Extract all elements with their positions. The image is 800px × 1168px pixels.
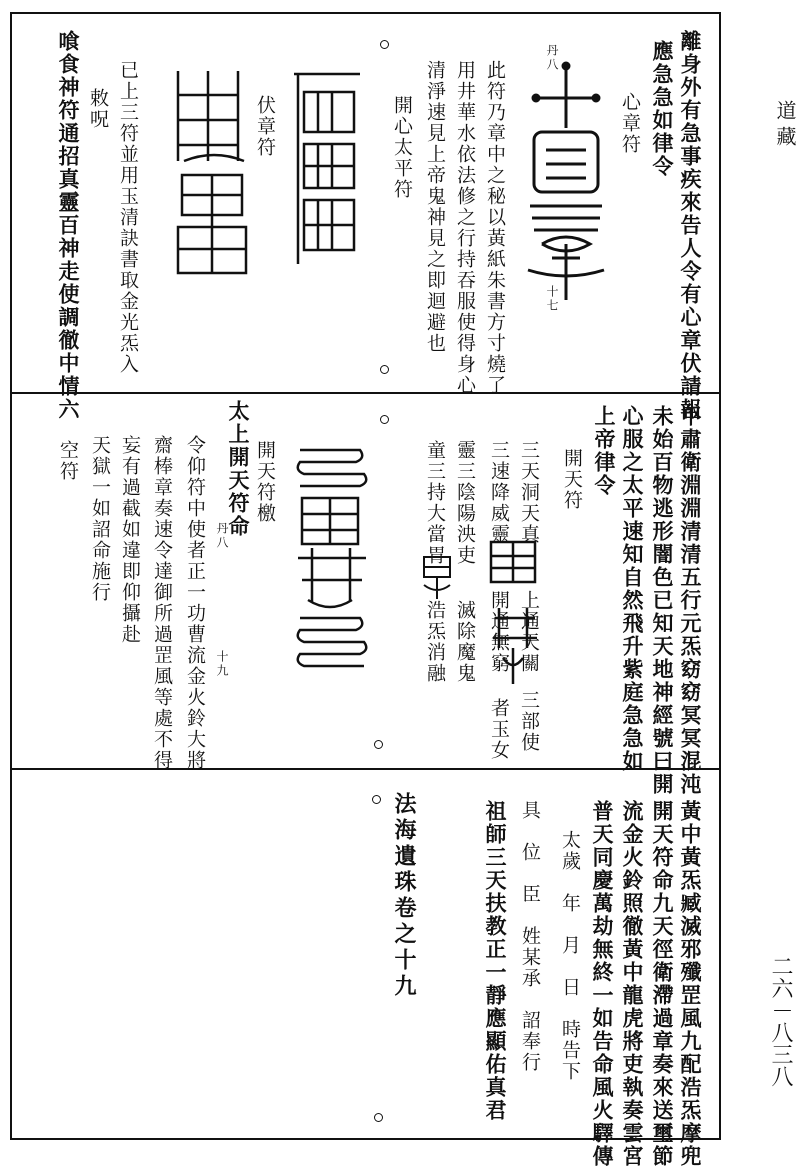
- text-column: 上通天關: [518, 590, 540, 674]
- panel-divider-top: [10, 392, 721, 394]
- text-column: 天獄一如詔命施行: [89, 435, 111, 603]
- text-column: 上帝律令: [592, 405, 617, 497]
- text-column: 未始百物逃形闇色已知天地神經號曰開: [650, 405, 675, 796]
- text-column: 令仰符中使者正一功曹流金火鈴大將: [184, 435, 206, 771]
- page-number: 二六－八三八: [768, 955, 793, 1087]
- text-column: 應急急如律令: [650, 40, 675, 178]
- circle-mark: [380, 415, 389, 424]
- kaitian-inline-glyph: [485, 538, 543, 692]
- text-column: 太上開天符命: [226, 400, 251, 538]
- circle-mark: [374, 1113, 383, 1122]
- text-column: 離身外有急事疾來告人令有心章伏請報: [678, 30, 703, 421]
- text-column: 清淨速見上帝鬼神見之即迴避也: [424, 60, 446, 354]
- text-column: 開天符命九天徑衛滯過章奏來送璽節: [650, 800, 675, 1168]
- text-column: 靈三陰陽泱吏: [454, 440, 476, 566]
- text-column: 心服之太平速知自然飛升紫庭急急如: [620, 405, 645, 773]
- kaitian-talisman-glyph: [292, 440, 372, 699]
- circle-mark: [374, 740, 383, 749]
- text-column: 浩炁消融: [424, 600, 446, 684]
- section-heading: 開心太平符: [391, 95, 413, 200]
- text-column: 此符乃章中之秘以黃紙朱書方寸燒了: [484, 60, 506, 396]
- text-column: 用井華水依法修之行持吞服使得身心: [454, 60, 476, 396]
- text-column: 黃中黃炁臧滅邪殲罡風九配浩炁摩兜: [678, 800, 703, 1168]
- text-column: 三速降威靈: [488, 440, 510, 545]
- circle-mark: [380, 40, 389, 49]
- text-column: 已上三符並用玉清訣書取金光炁入: [117, 60, 139, 375]
- text-column: 祖師三天扶教正一靜應顯佑真君: [483, 800, 508, 1122]
- text-column: 敕呪: [87, 88, 109, 130]
- text-column: 三部使: [518, 690, 540, 753]
- text-column: 滅除魔鬼: [454, 600, 476, 684]
- section-heading: 開天符檄: [254, 440, 276, 524]
- talisman-mark: 丹八: [545, 44, 559, 72]
- panel-divider-bottom: [10, 768, 721, 770]
- heart-talisman-glyph: [522, 58, 610, 312]
- text-column: 喰食神符通招真靈百神走使調徹中情六: [56, 30, 81, 421]
- text-column: 者玉女: [488, 698, 510, 761]
- circle-mark: [380, 365, 389, 374]
- circle-mark: [372, 795, 381, 804]
- book-title: 道藏: [773, 100, 797, 152]
- section-heading: 心章符: [619, 92, 641, 155]
- text-column: 具 位 臣 姓某承 詔奉行: [519, 800, 541, 1073]
- talisman-mark: 丹八: [215, 522, 229, 550]
- text-column: 妄有過截如違即仰攝赴: [119, 435, 141, 645]
- text-column: 甲肅衛淵淵清清五行元炁窈窈冥冥混沌: [678, 405, 703, 796]
- text-column: 普天同慶萬劫無終一如告命風火驛傳: [590, 800, 615, 1168]
- text-column: 太歲 年 月 日 時告下: [559, 830, 581, 1082]
- text-column: 空符: [57, 440, 79, 482]
- chapter-end-title: 法海遺珠卷之十九: [391, 792, 417, 1000]
- text-column: 流金火鈴照徹黃中龍虎將吏執奏雲宮: [620, 800, 645, 1168]
- talisman-mark: 十七: [545, 285, 559, 313]
- fuzhang-talisman-glyph: [168, 65, 258, 284]
- text-column: 齋棒章奏速令達御所過罡風等處不得: [151, 435, 173, 771]
- talisman-mark: 十九: [215, 650, 229, 678]
- kaixin-talisman-glyph: [290, 60, 365, 274]
- text-column: 開通無窮: [488, 590, 510, 674]
- kaitian-inline-glyph: [420, 553, 454, 605]
- section-heading: 伏章符: [254, 95, 276, 158]
- text-column: 三天洞天真: [518, 440, 540, 545]
- text-column: 童三持大當胃: [424, 440, 446, 566]
- section-heading: 開天符: [561, 448, 583, 511]
